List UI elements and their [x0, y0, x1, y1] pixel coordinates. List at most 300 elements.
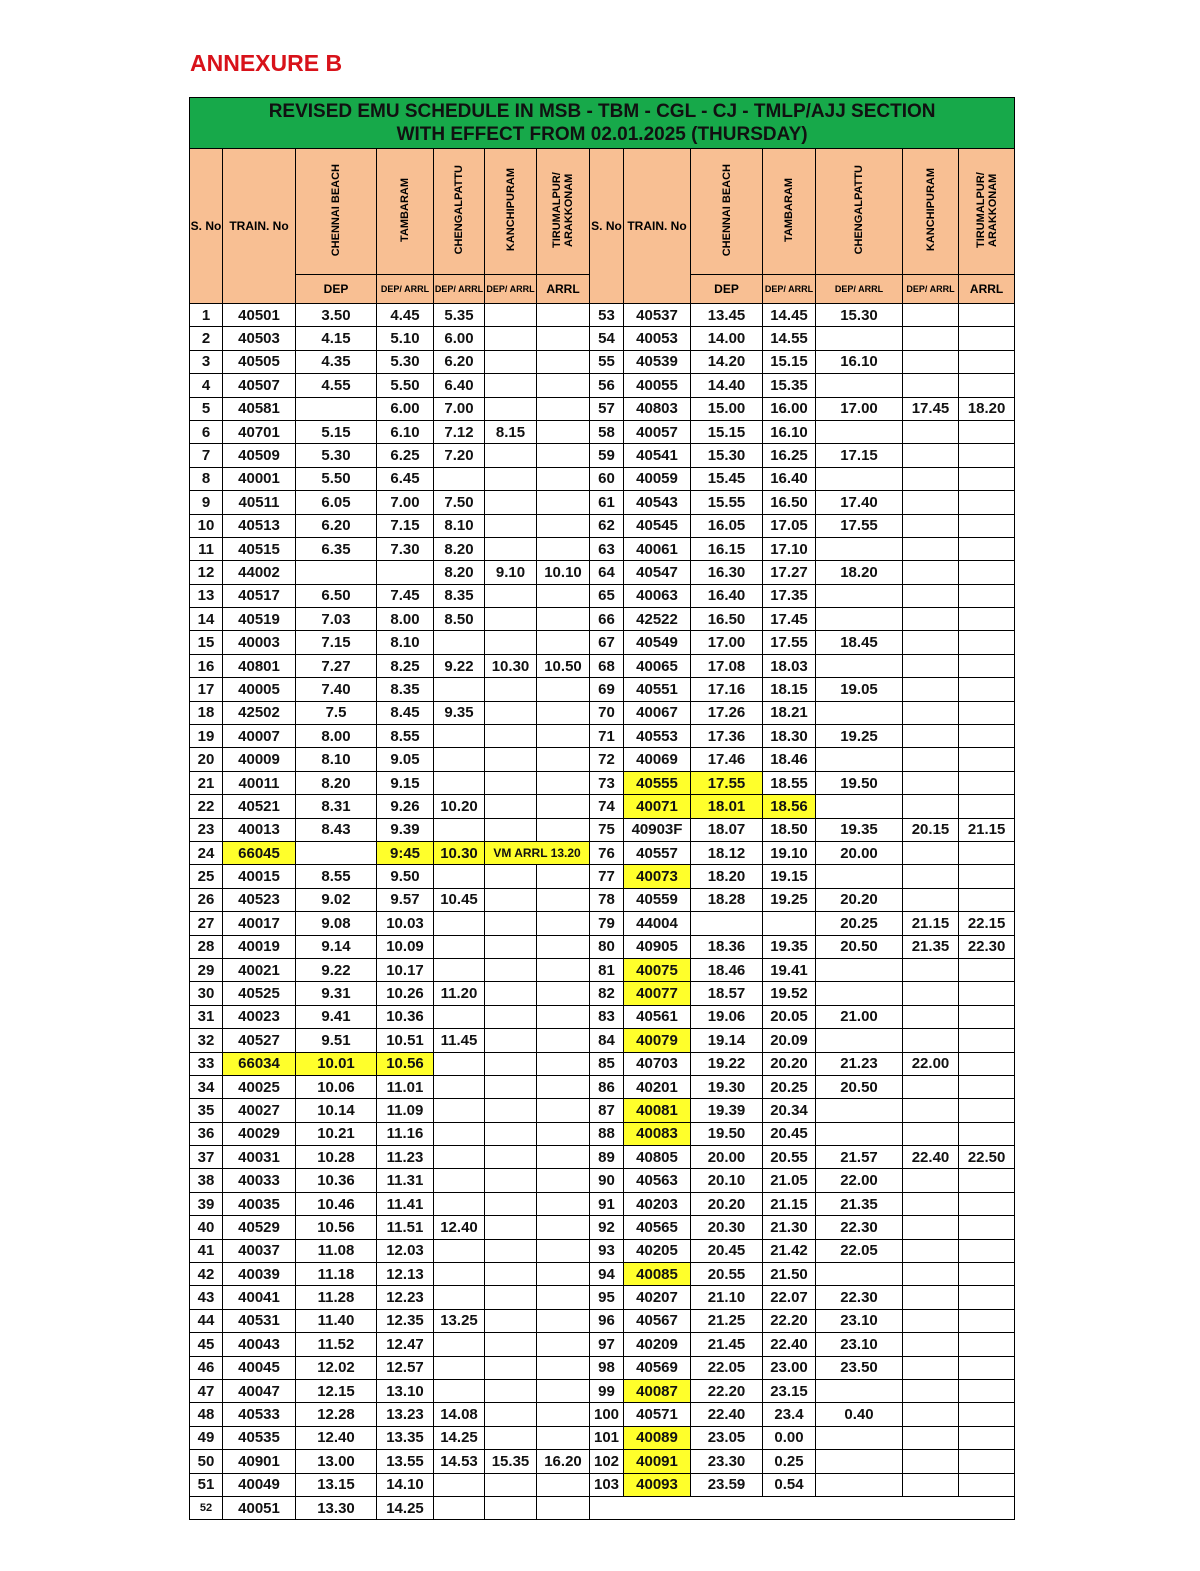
serial-cell: 19: [190, 725, 223, 748]
train-no-cell: 40009: [223, 748, 296, 771]
time-cell: [485, 1473, 537, 1496]
time-cell: [537, 1075, 590, 1098]
time-cell: 10.06: [296, 1075, 377, 1098]
time-cell: 14.25: [434, 1426, 485, 1449]
time-cell: 21.42: [763, 1239, 816, 1262]
train-no-cell: 40065: [624, 654, 691, 677]
table-row: [190, 1216, 1015, 1239]
time-cell: [959, 1403, 1015, 1426]
time-cell: 19.25: [763, 888, 816, 911]
time-cell: [485, 1403, 537, 1426]
serial-cell: 82: [590, 982, 624, 1005]
serial-cell: 60: [590, 467, 624, 490]
time-cell: 23.50: [816, 1356, 903, 1379]
table-row: [190, 1075, 1015, 1098]
time-cell: 21.35: [816, 1192, 903, 1215]
table-row: [190, 608, 1015, 631]
serial-cell: 7: [190, 444, 223, 467]
serial-cell: 55: [590, 350, 624, 373]
serial-cell: 73: [590, 771, 624, 794]
header-sno: S. No: [190, 149, 223, 304]
serial-cell: 52: [190, 1496, 223, 1519]
time-cell: 17.46: [691, 748, 763, 771]
train-no-cell: 40071: [624, 795, 691, 818]
time-cell: [959, 795, 1015, 818]
time-cell: 10.56: [377, 1052, 434, 1075]
time-cell: 17.27: [763, 561, 816, 584]
serial-cell: 81: [590, 958, 624, 981]
time-cell: [959, 725, 1015, 748]
time-cell: 19.50: [691, 1122, 763, 1145]
time-cell: [959, 514, 1015, 537]
time-cell: 10.28: [296, 1146, 377, 1169]
table-row: [190, 748, 1015, 771]
train-no-cell: 40547: [624, 561, 691, 584]
serial-cell: 2: [190, 327, 223, 350]
time-cell: 20.00: [691, 1146, 763, 1169]
time-cell: 20.20: [691, 1192, 763, 1215]
header-tirumalpur-right: TIRUMALPUR/ ARAKKONAM: [959, 149, 1015, 275]
train-no-cell: 40205: [624, 1239, 691, 1262]
time-cell: 12.02: [296, 1356, 377, 1379]
time-cell: [816, 1473, 903, 1496]
serial-cell: 71: [590, 725, 624, 748]
time-cell: 14.25: [377, 1496, 434, 1519]
train-no-cell: 40505: [223, 350, 296, 373]
time-cell: [959, 1239, 1015, 1262]
train-no-cell: 40519: [223, 608, 296, 631]
time-cell: [959, 491, 1015, 514]
train-no-cell: 40053: [624, 327, 691, 350]
serial-cell: 39: [190, 1192, 223, 1215]
time-cell: 23.4: [763, 1403, 816, 1426]
serial-cell: 31: [190, 1005, 223, 1028]
time-cell: 17.10: [763, 537, 816, 560]
time-cell: [816, 584, 903, 607]
time-cell: 8.43: [296, 818, 377, 841]
serial-cell: 48: [190, 1403, 223, 1426]
time-cell: [485, 1426, 537, 1449]
time-cell: [537, 1496, 590, 1519]
time-cell: 22.05: [816, 1239, 903, 1262]
time-cell: [434, 1263, 485, 1286]
time-cell: 21.05: [763, 1169, 816, 1192]
time-cell: 11.45: [434, 1029, 485, 1052]
time-cell: 12.47: [377, 1333, 434, 1356]
time-cell: [434, 1239, 485, 1262]
time-cell: [903, 1122, 959, 1145]
table-row: [190, 1333, 1015, 1356]
time-cell: 17.40: [816, 491, 903, 514]
time-cell: 11.41: [377, 1192, 434, 1215]
time-cell: 12.57: [377, 1356, 434, 1379]
time-cell: 7.00: [434, 397, 485, 420]
time-cell: [903, 1450, 959, 1473]
time-cell: 9.02: [296, 888, 377, 911]
time-cell: 5.15: [296, 420, 377, 443]
table-row: [190, 397, 1015, 420]
time-cell: 9.57: [377, 888, 434, 911]
time-cell: 23.10: [816, 1333, 903, 1356]
time-cell: [959, 1169, 1015, 1192]
time-cell: [959, 1356, 1015, 1379]
train-no-cell: 40035: [223, 1192, 296, 1215]
train-no-cell: 40905: [624, 935, 691, 958]
time-cell: 9.14: [296, 935, 377, 958]
time-cell: 10.51: [377, 1029, 434, 1052]
time-cell: 9.26: [377, 795, 434, 818]
time-cell: 7.12: [434, 420, 485, 443]
time-cell: 8.55: [377, 725, 434, 748]
time-cell: 10.46: [296, 1192, 377, 1215]
time-cell: 9.35: [434, 701, 485, 724]
serial-cell: 41: [190, 1239, 223, 1262]
table-row: [190, 1005, 1015, 1028]
serial-cell: 72: [590, 748, 624, 771]
time-cell: [485, 958, 537, 981]
time-cell: [537, 374, 590, 397]
time-cell: 22.30: [816, 1216, 903, 1239]
header-tirumalpur: TIRUMALPUR/ ARAKKONAM: [537, 149, 590, 275]
time-cell: [537, 818, 590, 841]
table-row: [190, 1122, 1015, 1145]
time-cell: [485, 912, 537, 935]
serial-cell: 45: [190, 1333, 223, 1356]
header-kanchipuram: KANCHIPURAM: [485, 149, 537, 275]
table-row: [190, 982, 1015, 1005]
table-row: [190, 1426, 1015, 1449]
serial-cell: 5: [190, 397, 223, 420]
train-no-cell: 40005: [223, 678, 296, 701]
serial-cell: 30: [190, 982, 223, 1005]
time-cell: 9.05: [377, 748, 434, 771]
sub-dep-right: DEP: [691, 275, 763, 304]
time-cell: [434, 1333, 485, 1356]
serial-cell: 88: [590, 1122, 624, 1145]
time-cell: 19.14: [691, 1029, 763, 1052]
time-cell: 9.10: [485, 561, 537, 584]
train-no-cell: 40023: [223, 1005, 296, 1028]
time-cell: [903, 1029, 959, 1052]
time-cell: 5.50: [377, 374, 434, 397]
train-no-cell: 40091: [624, 1450, 691, 1473]
time-cell: 7.03: [296, 608, 377, 631]
time-cell: 20.45: [691, 1239, 763, 1262]
time-cell: [485, 935, 537, 958]
time-cell: [903, 1239, 959, 1262]
time-cell: 17.45: [903, 397, 959, 420]
time-cell: 6.05: [296, 491, 377, 514]
time-cell: [485, 1496, 537, 1519]
time-cell: 7.45: [377, 584, 434, 607]
time-cell: 18.07: [691, 818, 763, 841]
time-cell: [537, 1356, 590, 1379]
time-cell: 11.20: [434, 982, 485, 1005]
time-cell: 8.35: [434, 584, 485, 607]
table-row: [190, 912, 1015, 935]
time-cell: [485, 1192, 537, 1215]
table-row: [190, 1450, 1015, 1473]
time-cell: [485, 771, 537, 794]
time-cell: 12.28: [296, 1403, 377, 1426]
time-cell: [485, 444, 537, 467]
time-cell: [537, 1005, 590, 1028]
time-cell: 8.45: [377, 701, 434, 724]
serial-cell: 91: [590, 1192, 624, 1215]
time-cell: 8.00: [296, 725, 377, 748]
time-cell: [816, 958, 903, 981]
time-cell: 21.35: [903, 935, 959, 958]
train-no-cell: 40561: [624, 1005, 691, 1028]
time-cell: [434, 1192, 485, 1215]
serial-cell: 3: [190, 350, 223, 373]
time-cell: 14.45: [763, 304, 816, 327]
train-no-cell: 40521: [223, 795, 296, 818]
train-no-cell: 40033: [223, 1169, 296, 1192]
time-cell: [959, 631, 1015, 654]
time-cell: [903, 1169, 959, 1192]
time-cell: 10.03: [377, 912, 434, 935]
time-cell: 17.36: [691, 725, 763, 748]
time-cell: 19.50: [816, 771, 903, 794]
table-row: [190, 1146, 1015, 1169]
time-cell: [434, 958, 485, 981]
time-cell: 22.07: [763, 1286, 816, 1309]
time-cell: 15.30: [691, 444, 763, 467]
train-no-cell: 42522: [624, 608, 691, 631]
time-cell: 14.10: [377, 1473, 434, 1496]
serial-cell: 10: [190, 514, 223, 537]
time-cell: 13.25: [434, 1309, 485, 1332]
serial-cell: 58: [590, 420, 624, 443]
time-cell: [816, 608, 903, 631]
time-cell: 18.20: [816, 561, 903, 584]
time-cell: [485, 584, 537, 607]
serial-cell: 85: [590, 1052, 624, 1075]
time-cell: [903, 304, 959, 327]
time-cell: 7.5: [296, 701, 377, 724]
header-sno-right: S. No: [590, 149, 624, 304]
train-no-cell: 40011: [223, 771, 296, 794]
time-cell: 11.18: [296, 1263, 377, 1286]
time-cell: [959, 327, 1015, 350]
train-no-cell: 42502: [223, 701, 296, 724]
serial-cell: 75: [590, 818, 624, 841]
time-cell: [903, 561, 959, 584]
time-cell: 22.40: [763, 1333, 816, 1356]
time-cell: [959, 748, 1015, 771]
train-no-cell: 40527: [223, 1029, 296, 1052]
time-cell: 0.00: [763, 1426, 816, 1449]
train-no-cell: 40569: [624, 1356, 691, 1379]
time-cell: 18.20: [959, 397, 1015, 420]
time-cell: [434, 1169, 485, 1192]
table-row: [190, 537, 1015, 560]
sub-dep-arrl-right: DEP/ ARRL: [903, 275, 959, 304]
time-cell: 8.55: [296, 865, 377, 888]
time-cell: 10.14: [296, 1099, 377, 1122]
time-cell: [537, 1099, 590, 1122]
time-cell: 20.30: [691, 1216, 763, 1239]
serial-cell: 8: [190, 467, 223, 490]
time-cell: [903, 1099, 959, 1122]
train-no-cell: 40551: [624, 678, 691, 701]
time-cell: 15.35: [485, 1450, 537, 1473]
time-cell: 18.28: [691, 888, 763, 911]
time-cell: [903, 374, 959, 397]
serial-cell: 4: [190, 374, 223, 397]
train-no-cell: 40027: [223, 1099, 296, 1122]
time-cell: [537, 608, 590, 631]
time-cell: 20.09: [763, 1029, 816, 1052]
time-cell: 9.22: [434, 654, 485, 677]
time-cell: [903, 631, 959, 654]
time-cell: [959, 841, 1015, 864]
time-cell: 17.35: [763, 584, 816, 607]
time-cell: [485, 888, 537, 911]
time-cell: [434, 1473, 485, 1496]
time-cell: 23.00: [763, 1356, 816, 1379]
serial-cell: 93: [590, 1239, 624, 1262]
time-cell: [485, 818, 537, 841]
time-cell: 16.00: [763, 397, 816, 420]
time-cell: 22.30: [816, 1286, 903, 1309]
time-cell: [903, 865, 959, 888]
time-cell: [537, 795, 590, 818]
sub-arrl: ARRL: [537, 275, 590, 304]
serial-cell: 80: [590, 935, 624, 958]
time-cell: 21.25: [691, 1309, 763, 1332]
serial-cell: 1: [190, 304, 223, 327]
time-cell: [434, 467, 485, 490]
time-cell: [485, 1309, 537, 1332]
time-cell: 15.45: [691, 467, 763, 490]
time-cell: [959, 1216, 1015, 1239]
time-cell: 17.55: [763, 631, 816, 654]
time-cell: [537, 350, 590, 373]
time-cell: 22.20: [691, 1379, 763, 1402]
time-cell: [816, 701, 903, 724]
time-cell: 23.10: [816, 1309, 903, 1332]
time-cell: 11.31: [377, 1169, 434, 1192]
serial-cell: 53: [590, 304, 624, 327]
time-cell: [434, 1146, 485, 1169]
time-cell: [816, 1426, 903, 1449]
train-no-cell: 40203: [624, 1192, 691, 1215]
time-cell: [537, 444, 590, 467]
train-no-cell: 40021: [223, 958, 296, 981]
time-cell: [485, 1356, 537, 1379]
time-cell: 13.15: [296, 1473, 377, 1496]
time-cell: [816, 1450, 903, 1473]
sub-dep-arrl-right: DEP/ ARRL: [763, 275, 816, 304]
time-cell: [485, 701, 537, 724]
sub-dep-arrl: DEP/ ARRL: [377, 275, 434, 304]
time-cell: [959, 1052, 1015, 1075]
serial-cell: 56: [590, 374, 624, 397]
train-no-cell: 40055: [624, 374, 691, 397]
train-no-cell: 40057: [624, 420, 691, 443]
serial-cell: 49: [190, 1426, 223, 1449]
train-no-cell: 40703: [624, 1052, 691, 1075]
time-cell: [903, 678, 959, 701]
train-no-cell: 40087: [624, 1379, 691, 1402]
time-cell: 13.35: [377, 1426, 434, 1449]
serial-cell: 28: [190, 935, 223, 958]
serial-cell: 25: [190, 865, 223, 888]
time-cell: 4.55: [296, 374, 377, 397]
time-cell: 20.00: [816, 841, 903, 864]
time-cell: [485, 608, 537, 631]
time-cell: 19.41: [763, 958, 816, 981]
train-no-cell: 40581: [223, 397, 296, 420]
emu-schedule-table: [189, 97, 1015, 1520]
time-cell: [903, 958, 959, 981]
time-cell: 20.25: [763, 1075, 816, 1098]
train-no-cell: 40003: [223, 631, 296, 654]
time-cell: [959, 1286, 1015, 1309]
time-cell: [537, 631, 590, 654]
time-cell: 17.05: [763, 514, 816, 537]
time-cell: [485, 1122, 537, 1145]
time-cell: 10.36: [377, 1005, 434, 1028]
serial-cell: 57: [590, 397, 624, 420]
time-cell: 7.00: [377, 491, 434, 514]
time-cell: [959, 701, 1015, 724]
time-cell: 21.50: [763, 1263, 816, 1286]
time-cell: 10.21: [296, 1122, 377, 1145]
train-no-cell: 40557: [624, 841, 691, 864]
time-cell: 22.15: [959, 912, 1015, 935]
time-cell: [537, 982, 590, 1005]
table-row: [190, 1356, 1015, 1379]
time-cell: 18.15: [763, 678, 816, 701]
time-cell: 20.55: [763, 1146, 816, 1169]
time-cell: [485, 1286, 537, 1309]
time-cell: [959, 1379, 1015, 1402]
serial-cell: 99: [590, 1379, 624, 1402]
serial-cell: 37: [190, 1146, 223, 1169]
table-row: [190, 1379, 1015, 1402]
time-cell: [816, 537, 903, 560]
time-cell: [537, 865, 590, 888]
train-no-cell: 40535: [223, 1426, 296, 1449]
sub-dep-arrl: DEP/ ARRL: [485, 275, 537, 304]
time-cell: 18.50: [763, 818, 816, 841]
time-cell: [816, 982, 903, 1005]
serial-cell: 22: [190, 795, 223, 818]
time-cell: 17.16: [691, 678, 763, 701]
time-cell: 6.20: [296, 514, 377, 537]
time-cell: [959, 350, 1015, 373]
time-cell: [485, 1029, 537, 1052]
train-no-cell: 66034: [223, 1052, 296, 1075]
train-no-cell: 40051: [223, 1496, 296, 1519]
time-cell: 23.30: [691, 1450, 763, 1473]
time-cell: [434, 1005, 485, 1028]
time-cell: [903, 771, 959, 794]
time-cell: [959, 608, 1015, 631]
time-cell: [485, 1216, 537, 1239]
time-cell: [434, 1052, 485, 1075]
time-cell: [903, 327, 959, 350]
train-no-cell: 40805: [624, 1146, 691, 1169]
time-cell: 16.30: [691, 561, 763, 584]
time-cell: [903, 1356, 959, 1379]
time-cell: 16.40: [763, 467, 816, 490]
table-row: [190, 1169, 1015, 1192]
serial-cell: 98: [590, 1356, 624, 1379]
